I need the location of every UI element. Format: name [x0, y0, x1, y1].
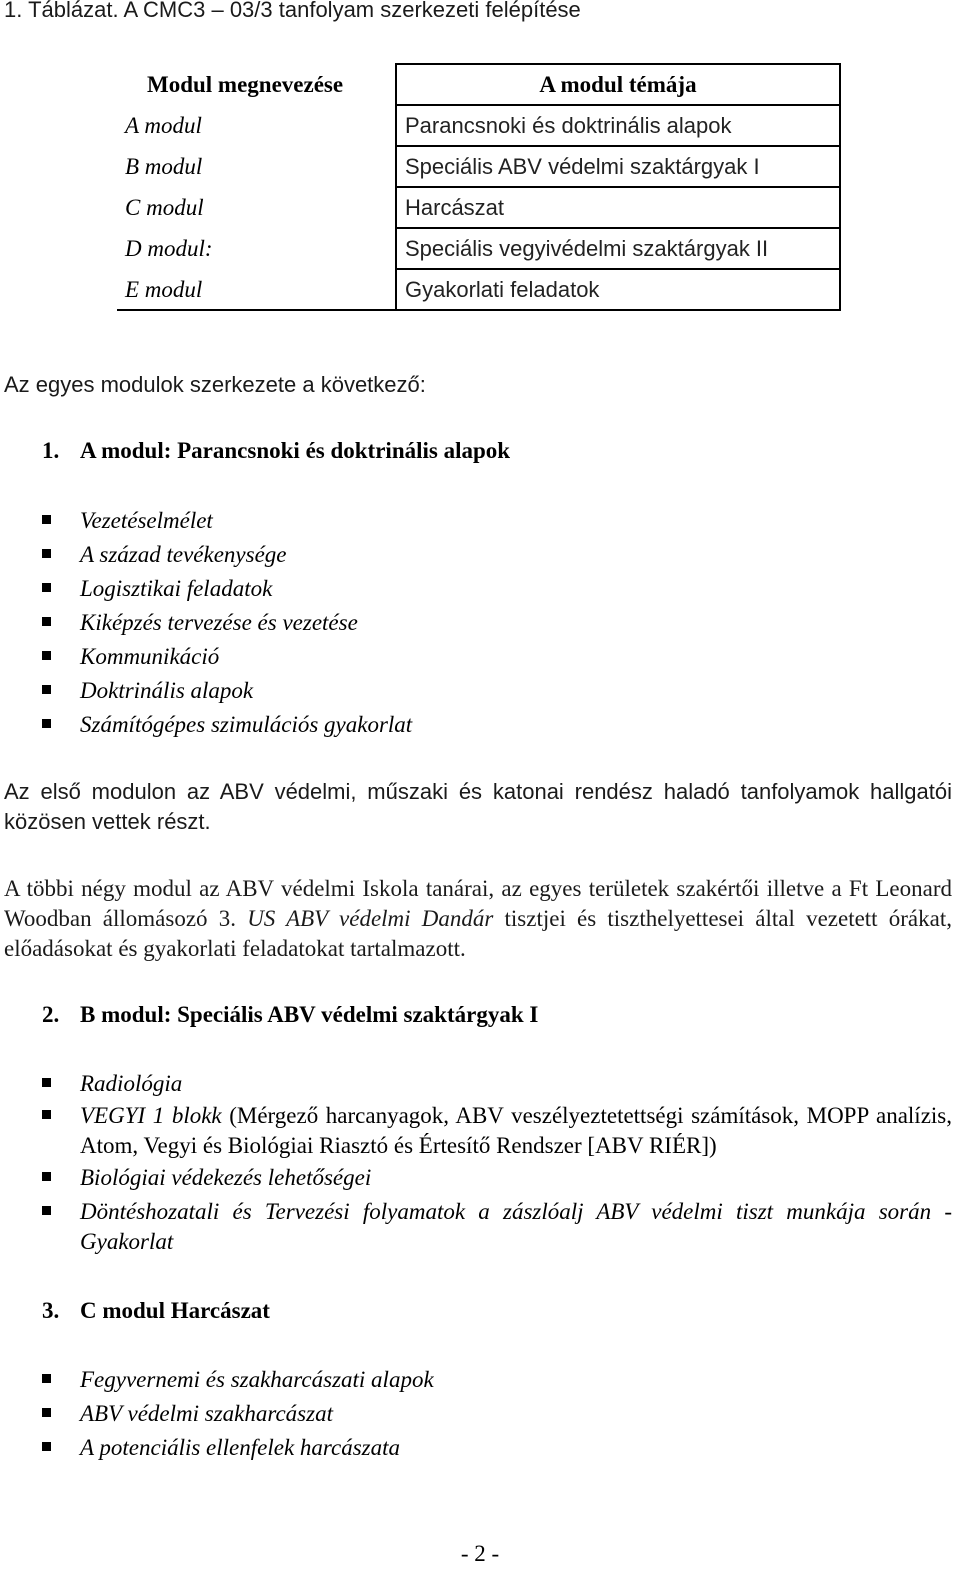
list-item — [42, 640, 952, 674]
paragraph-italic-text: US ABV védelmi Dandár — [247, 906, 494, 931]
list-item — [42, 1101, 952, 1161]
table-header-row — [117, 64, 840, 105]
table-cell: D modul: — [125, 236, 213, 261]
list-item — [42, 1363, 952, 1397]
section-3-heading — [42, 1298, 270, 1324]
table-cell: Speciális ABV védelmi szaktárgyak I — [396, 146, 840, 187]
table-row — [117, 146, 840, 187]
list-item-text: Kiképzés tervezése és vezetése — [80, 610, 358, 635]
list-item — [42, 606, 952, 640]
list-item — [42, 708, 952, 742]
square-bullet-icon — [42, 515, 51, 524]
square-bullet-icon — [42, 1110, 51, 1119]
section-title: B modul: Speciális ABV védelmi szaktárgyak I — [80, 1002, 539, 1027]
table-cell: C modul — [125, 195, 204, 220]
list-item-text: A század tevékenysége — [80, 542, 287, 567]
table-caption: 1. Táblázat. A CMC3 – 03/3 tanfolyam szerkezeti felépítése — [4, 0, 581, 22]
square-bullet-icon — [42, 1408, 51, 1417]
section-number: 3. — [42, 1298, 60, 1323]
section-number: 1. — [42, 438, 60, 463]
section-1-heading — [42, 438, 510, 464]
section-title: C modul Harcászat — [80, 1298, 270, 1323]
section-number: 2. — [42, 1002, 60, 1027]
square-bullet-icon — [42, 651, 51, 660]
list-item — [42, 538, 952, 572]
module-table — [117, 63, 841, 311]
table-header-cell: A modul témája — [396, 64, 840, 105]
list-item-text: Doktrinális alapok — [80, 678, 254, 703]
section-title: A modul: Parancsnoki és doktrinális alapok — [80, 438, 511, 463]
table-row — [117, 187, 840, 228]
list-item-italic: VEGYI 1 blokk — [80, 1103, 222, 1128]
table-row — [117, 228, 840, 269]
square-bullet-icon — [42, 1374, 51, 1383]
list-item — [42, 572, 952, 606]
list-item-text: Vezetéselmélet — [80, 508, 213, 533]
square-bullet-icon — [42, 719, 51, 728]
square-bullet-icon — [42, 1078, 51, 1087]
paragraph-first-module: Az első modulon az ABV védelmi, műszaki és katonai rendész haladó tanfolyamok hallgatói közösen vettek részt. — [4, 779, 952, 834]
list-item-italic: Radiológia — [80, 1071, 183, 1096]
list-item — [42, 1197, 952, 1257]
table-cell: Gyakorlati feladatok — [396, 269, 840, 310]
list-item — [42, 1397, 952, 1431]
list-item — [42, 1431, 952, 1465]
list-item — [42, 1067, 952, 1101]
intro-text: Az egyes modulok szerkezete a következő: — [4, 372, 426, 397]
list-item-text: Fegyvernemi és szakharcászati alapok — [80, 1367, 434, 1392]
square-bullet-icon — [42, 685, 51, 694]
page-number: - 2 - — [460, 1541, 500, 1566]
list-item-text: ABV védelmi szakharcászat — [80, 1401, 333, 1426]
table-cell: Speciális vegyivédelmi szaktárgyak II — [396, 228, 840, 269]
paragraph-other-modules — [4, 874, 952, 964]
list-item — [42, 674, 952, 708]
list-item-text: Kommunikáció — [80, 644, 220, 669]
square-bullet-icon — [42, 1442, 51, 1451]
section-3-list — [42, 1363, 952, 1465]
paragraph-text: A többi négy modul az ABV védelmi Iskola tanárai, az egyes területek szakértői illetve a Ft Leonard Woodban állomásozó 3. — [4, 876, 952, 931]
square-bullet-icon — [42, 1206, 51, 1215]
table-cell: Parancsnoki és doktrinális alapok — [396, 105, 840, 146]
table-row — [117, 269, 840, 310]
list-item-text: (Mérgező harcanyagok, ABV veszélyeztetettségi számítások, MOPP analízis, Atom, Vegyi és Biológiai Riasztó és Értesítő Rendszer [ABV RIÉR]) — [80, 1103, 952, 1158]
list-item-text: A potenciális ellenfelek harcászata — [80, 1435, 401, 1460]
square-bullet-icon — [42, 583, 51, 592]
table-row — [117, 105, 840, 146]
square-bullet-icon — [42, 1172, 51, 1181]
table-cell: E modul — [117, 269, 396, 310]
section-2-list — [42, 1067, 952, 1257]
square-bullet-icon — [42, 617, 51, 626]
list-item — [42, 1161, 952, 1195]
section-1-list — [42, 504, 952, 742]
square-bullet-icon — [42, 549, 51, 558]
table-cell: A modul — [125, 113, 202, 138]
table-header-cell: Modul megnevezése — [147, 71, 344, 97]
list-item-italic: Biológiai védekezés lehetőségei — [80, 1165, 372, 1190]
table-cell: Harcászat — [396, 187, 840, 228]
list-item-text: Számítógépes szimulációs gyakorlat — [80, 712, 413, 737]
table-cell: B modul — [125, 154, 203, 179]
section-2-heading — [42, 1002, 538, 1028]
list-item-text: Logisztikai feladatok — [80, 576, 273, 601]
list-item-italic: Döntéshozatali és Tervezési folyamatok a zászlóalj ABV védelmi tiszt munkája során - Gyakorlat — [80, 1199, 952, 1254]
paragraph-text: tisztjei és tiszthelyettesei által vezetett órákat, előadásokat és gyakorlati feladatokat tartalmazott. — [4, 906, 952, 961]
list-item — [42, 504, 952, 538]
